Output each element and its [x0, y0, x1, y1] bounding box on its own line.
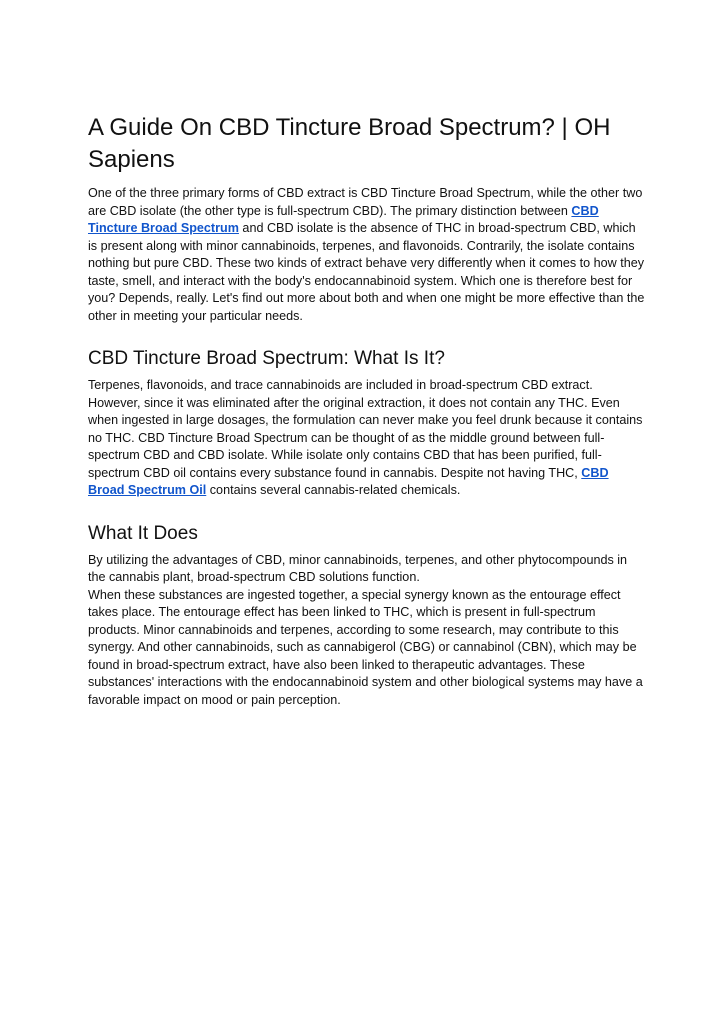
section-what-it-does — [88, 522, 648, 710]
cbd-broad-spectrum-oil-link[interactable]: CBD Broad Spectrum Oil — [88, 465, 609, 497]
section-heading-what-is-it: CBD Tincture Broad Spectrum: What Is It? — [88, 348, 445, 369]
what-is-it-paragraph — [88, 377, 648, 500]
cbd-tincture-broad-spectrum-link[interactable]: CBD Tincture Broad Spectrum — [88, 203, 599, 235]
intro-text-after: and CBD isolate is the absence of THC in broad-spectrum CBD, which is present along with minor cannabinoids, terpenes, and flavonoids. Contrarily, the isolate contains nothing but pure CBD. These two kinds of extract behave very differently when it comes to how they taste, smell, and interact with the body's endocannabinoid system. Which one is therefore best for you? Depends, really. Let's find out more about both and when one might be more effective than the other in meeting your particular needs. — [88, 221, 645, 323]
intro-text-before: One of the three primary forms of CBD extract is CBD Tincture Broad Spectrum, while the other two are CBD isolate (the other type is full-spectrum CBD). The primary distinction between — [88, 186, 643, 218]
what-it-does-paragraph-1: By utilizing the advantages of CBD, minor cannabinoids, terpenes, and other phytocompounds in the cannabis plant, broad-spectrum CBD solutions function. — [88, 552, 628, 584]
what-it-does-paragraph-2: When these substances are ingested together, a special synergy known as the entourage effect takes place. The entourage effect has been linked to THC, which is present in full-spectrum products. Minor cannabinoids and terpenes, according to some research, may contribute to this synergy. And other cannabinoids, such as cannabigerol (CBG) or cannabinol (CBN), which may be found in broad-spectrum extract, have also been linked to therapeutic advantages. These substances' interactions with the endocannabinoid system and other biological systems may have a favorable impact on mood or pain perception. — [88, 587, 643, 707]
section-heading-what-it-does: What It Does — [88, 522, 198, 544]
what-is-it-text-after: contains several cannabis-related chemicals. — [206, 483, 461, 497]
intro-paragraph — [88, 185, 648, 325]
section-what-is-it — [88, 347, 648, 500]
page-title: A Guide On CBD Tincture Broad Spectrum? | OH Sapiens — [88, 114, 611, 173]
document-page — [88, 112, 648, 709]
what-is-it-text-before: Terpenes, flavonoids, and trace cannabinoids are included in broad-spectrum CBD extract. However, since it was eliminated after the original extraction, it does not contain any THC. Even when ingested in large dosages, the formulation can never make you feel drunk because it contains no THC. CBD Tincture Broad Spectrum can be thought of as the middle ground between full-spectrum CBD and CBD isolate. While isolate only contains CBD that has been purified, full-spectrum CBD oil contains every substance found in cannabis. Despite not having THC, — [88, 378, 643, 480]
